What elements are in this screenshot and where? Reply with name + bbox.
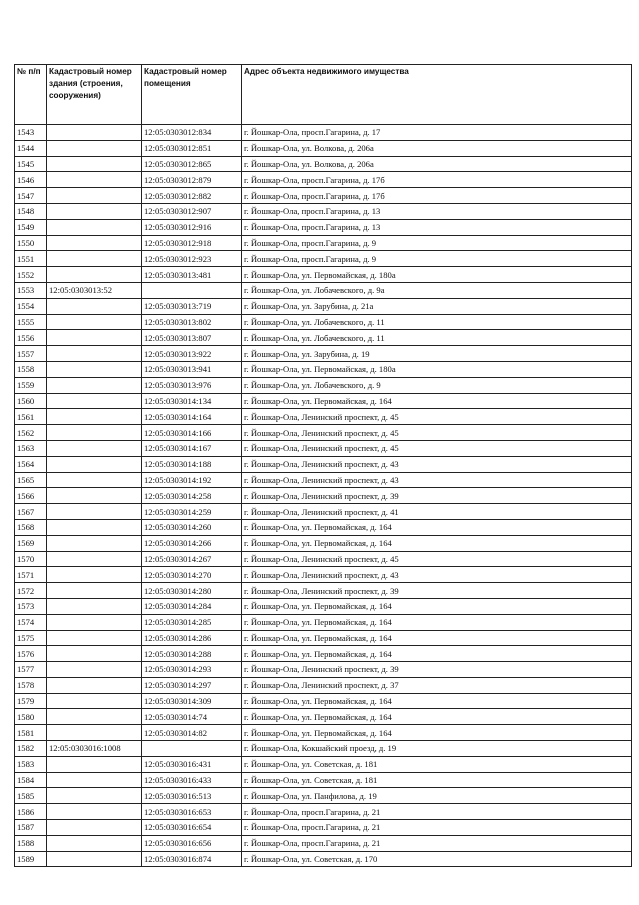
address-cell: г. Йошкар-Ола, просп.Гагарина, д. 17 <box>242 125 632 141</box>
building-cadastral-cell <box>47 314 142 330</box>
table-row <box>15 440 632 456</box>
premises-cadastral-cell: 12:05:0303014:74 <box>142 709 242 725</box>
premises-cadastral-cell: 12:05:0303014:280 <box>142 583 242 599</box>
premises-cadastral-cell: 12:05:0303012:916 <box>142 219 242 235</box>
header-building-cadastral-number: Кадастровый номер здания (строения, сооружения) <box>47 65 142 125</box>
building-cadastral-cell <box>47 409 142 425</box>
row-number-cell: 1581 <box>15 725 47 741</box>
building-cadastral-cell <box>47 772 142 788</box>
table-row <box>15 425 632 441</box>
table-row <box>15 820 632 836</box>
premises-cadastral-cell: 12:05:0303014:82 <box>142 725 242 741</box>
building-cadastral-cell <box>47 662 142 678</box>
address-cell: г. Йошкар-Ола, просп.Гагарина, д. 21 <box>242 820 632 836</box>
address-cell: г. Йошкар-Ола, ул. Первомайская, д. 180а <box>242 267 632 283</box>
row-number-cell: 1564 <box>15 456 47 472</box>
address-cell: г. Йошкар-Ола, ул. Первомайская, д. 164 <box>242 535 632 551</box>
table-row <box>15 409 632 425</box>
table-row <box>15 330 632 346</box>
table-row <box>15 298 632 314</box>
premises-cadastral-cell: 12:05:0303014:270 <box>142 567 242 583</box>
address-cell: г. Йошкар-Ола, просп.Гагарина, д. 9 <box>242 235 632 251</box>
building-cadastral-cell <box>47 188 142 204</box>
building-cadastral-cell <box>47 456 142 472</box>
row-number-cell: 1547 <box>15 188 47 204</box>
address-cell: г. Йошкар-Ола, ул. Первомайская, д. 164 <box>242 614 632 630</box>
address-cell: г. Йошкар-Ола, ул. Первомайская, д. 164 <box>242 693 632 709</box>
premises-cadastral-cell: 12:05:0303014:260 <box>142 519 242 535</box>
row-number-cell: 1548 <box>15 203 47 219</box>
building-cadastral-cell: 12:05:0303016:1008 <box>47 741 142 757</box>
building-cadastral-cell <box>47 567 142 583</box>
table-row <box>15 361 632 377</box>
premises-cadastral-cell: 12:05:0303012:882 <box>142 188 242 204</box>
address-cell: г. Йошкар-Ола, Ленинский проспект, д. 43 <box>242 456 632 472</box>
table-row <box>15 393 632 409</box>
building-cadastral-cell <box>47 298 142 314</box>
premises-cadastral-cell: 12:05:0303016:656 <box>142 835 242 851</box>
table-row <box>15 583 632 599</box>
header-premises-cadastral-number: Кадастровый номер помещения <box>142 65 242 125</box>
row-number-cell: 1561 <box>15 409 47 425</box>
header-property-address: Адрес объекта недвижимого имущества <box>242 65 632 125</box>
table-row <box>15 709 632 725</box>
address-cell: г. Йошкар-Ола, Ленинский проспект, д. 39 <box>242 488 632 504</box>
premises-cadastral-cell: 12:05:0303014:267 <box>142 551 242 567</box>
building-cadastral-cell <box>47 804 142 820</box>
row-number-cell: 1555 <box>15 314 47 330</box>
table-row <box>15 804 632 820</box>
premises-cadastral-cell: 12:05:0303014:297 <box>142 677 242 693</box>
table-row <box>15 851 632 867</box>
address-cell: г. Йошкар-Ола, Ленинский проспект, д. 45 <box>242 409 632 425</box>
building-cadastral-cell <box>47 519 142 535</box>
building-cadastral-cell <box>47 504 142 520</box>
premises-cadastral-cell: 12:05:0303014:164 <box>142 409 242 425</box>
table-row <box>15 488 632 504</box>
premises-cadastral-cell: 12:05:0303013:941 <box>142 361 242 377</box>
building-cadastral-cell <box>47 614 142 630</box>
row-number-cell: 1582 <box>15 741 47 757</box>
premises-cadastral-cell: 12:05:0303012:923 <box>142 251 242 267</box>
table-row <box>15 788 632 804</box>
premises-cadastral-cell: 12:05:0303014:259 <box>142 504 242 520</box>
premises-cadastral-cell: 12:05:0303012:907 <box>142 203 242 219</box>
building-cadastral-cell <box>47 693 142 709</box>
premises-cadastral-cell: 12:05:0303016:654 <box>142 820 242 836</box>
building-cadastral-cell <box>47 203 142 219</box>
premises-cadastral-cell: 12:05:0303013:807 <box>142 330 242 346</box>
row-number-cell: 1578 <box>15 677 47 693</box>
address-cell: г. Йошкар-Ола, ул. Первомайская, д. 164 <box>242 725 632 741</box>
row-number-cell: 1568 <box>15 519 47 535</box>
row-number-cell: 1562 <box>15 425 47 441</box>
address-cell: г. Йошкар-Ола, ул. Первомайская, д. 180а <box>242 361 632 377</box>
premises-cadastral-cell: 12:05:0303014:134 <box>142 393 242 409</box>
row-number-cell: 1549 <box>15 219 47 235</box>
row-number-cell: 1572 <box>15 583 47 599</box>
building-cadastral-cell <box>47 251 142 267</box>
row-number-cell: 1579 <box>15 693 47 709</box>
row-number-cell: 1559 <box>15 377 47 393</box>
row-number-cell: 1586 <box>15 804 47 820</box>
table-row <box>15 267 632 283</box>
row-number-cell: 1573 <box>15 598 47 614</box>
row-number-cell: 1570 <box>15 551 47 567</box>
row-number-cell: 1580 <box>15 709 47 725</box>
address-cell: г. Йошкар-Ола, ул. Лобачевского, д. 11 <box>242 330 632 346</box>
table-row <box>15 835 632 851</box>
building-cadastral-cell <box>47 677 142 693</box>
building-cadastral-cell <box>47 440 142 456</box>
building-cadastral-cell <box>47 788 142 804</box>
row-number-cell: 1551 <box>15 251 47 267</box>
table-row <box>15 251 632 267</box>
building-cadastral-cell <box>47 172 142 188</box>
table-row <box>15 519 632 535</box>
table-row <box>15 314 632 330</box>
address-cell: г. Йошкар-Ола, Ленинский проспект, д. 45 <box>242 425 632 441</box>
address-cell: г. Йошкар-Ола, ул. Первомайская, д. 164 <box>242 519 632 535</box>
building-cadastral-cell <box>47 709 142 725</box>
row-number-cell: 1567 <box>15 504 47 520</box>
table-row <box>15 219 632 235</box>
row-number-cell: 1566 <box>15 488 47 504</box>
building-cadastral-cell <box>47 393 142 409</box>
address-cell: г. Йошкар-Ола, Ленинский проспект, д. 43 <box>242 472 632 488</box>
address-cell: г. Йошкар-Ола, просп.Гагарина, д. 9 <box>242 251 632 267</box>
address-cell: г. Йошкар-Ола, просп.Гагарина, д. 21 <box>242 804 632 820</box>
address-cell: г. Йошкар-Ола, ул. Лобачевского, д. 9а <box>242 282 632 298</box>
row-number-cell: 1585 <box>15 788 47 804</box>
row-number-cell: 1584 <box>15 772 47 788</box>
premises-cadastral-cell: 12:05:0303014:192 <box>142 472 242 488</box>
address-cell: г. Йошкар-Ола, ул. Первомайская, д. 164 <box>242 598 632 614</box>
premises-cadastral-cell: 12:05:0303012:918 <box>142 235 242 251</box>
address-cell: г. Йошкар-Ола, Ленинский проспект, д. 39 <box>242 583 632 599</box>
premises-cadastral-cell: 12:05:0303013:719 <box>142 298 242 314</box>
building-cadastral-cell <box>47 235 142 251</box>
address-cell: г. Йошкар-Ола, ул. Лобачевского, д. 11 <box>242 314 632 330</box>
premises-cadastral-cell: 12:05:0303016:653 <box>142 804 242 820</box>
table-row <box>15 472 632 488</box>
address-cell: г. Йошкар-Ола, ул. Волкова, д. 206а <box>242 156 632 172</box>
premises-cadastral-cell: 12:05:0303016:874 <box>142 851 242 867</box>
address-cell: г. Йошкар-Ола, ул. Первомайская, д. 164 <box>242 393 632 409</box>
table-row <box>15 614 632 630</box>
address-cell: г. Йошкар-Ола, просп.Гагарина, д. 13 <box>242 219 632 235</box>
address-cell: г. Йошкар-Ола, Ленинский проспект, д. 39 <box>242 662 632 678</box>
row-number-cell: 1583 <box>15 756 47 772</box>
row-number-cell: 1576 <box>15 646 47 662</box>
building-cadastral-cell <box>47 330 142 346</box>
row-number-cell: 1552 <box>15 267 47 283</box>
premises-cadastral-cell: 12:05:0303014:266 <box>142 535 242 551</box>
address-cell: г. Йошкар-Ола, ул. Зарубина, д. 21а <box>242 298 632 314</box>
table-row <box>15 535 632 551</box>
building-cadastral-cell <box>47 598 142 614</box>
table-row <box>15 282 632 298</box>
table-row <box>15 156 632 172</box>
address-cell: г. Йошкар-Ола, ул. Советская, д. 181 <box>242 756 632 772</box>
row-number-cell: 1546 <box>15 172 47 188</box>
row-number-cell: 1556 <box>15 330 47 346</box>
table-row <box>15 346 632 362</box>
address-cell: г. Йошкар-Ола, просп.Гагарина, д. 17б <box>242 172 632 188</box>
premises-cadastral-cell: 12:05:0303016:513 <box>142 788 242 804</box>
building-cadastral-cell <box>47 551 142 567</box>
address-cell: г. Йошкар-Ола, ул. Зарубина, д. 19 <box>242 346 632 362</box>
address-cell: г. Йошкар-Ола, ул. Советская, д. 181 <box>242 772 632 788</box>
table-row <box>15 140 632 156</box>
row-number-cell: 1563 <box>15 440 47 456</box>
row-number-cell: 1587 <box>15 820 47 836</box>
address-cell: г. Йошкар-Ола, просп.Гагарина, д. 21 <box>242 835 632 851</box>
building-cadastral-cell <box>47 156 142 172</box>
building-cadastral-cell <box>47 835 142 851</box>
address-cell: г. Йошкар-Ола, ул. Лобачевского, д. 9 <box>242 377 632 393</box>
row-number-cell: 1577 <box>15 662 47 678</box>
address-cell: г. Йошкар-Ола, ул. Панфилова, д. 19 <box>242 788 632 804</box>
address-cell: г. Йошкар-Ола, просп.Гагарина, д. 13 <box>242 203 632 219</box>
premises-cadastral-cell: 12:05:0303014:288 <box>142 646 242 662</box>
table-row <box>15 551 632 567</box>
table-header-row <box>15 65 632 125</box>
table-row <box>15 377 632 393</box>
premises-cadastral-cell: 12:05:0303013:976 <box>142 377 242 393</box>
table-row <box>15 756 632 772</box>
building-cadastral-cell <box>47 488 142 504</box>
building-cadastral-cell <box>47 630 142 646</box>
row-number-cell: 1569 <box>15 535 47 551</box>
row-number-cell: 1571 <box>15 567 47 583</box>
address-cell: г. Йошкар-Ола, Ленинский проспект, д. 41 <box>242 504 632 520</box>
address-cell: г. Йошкар-Ола, Ленинский проспект, д. 37 <box>242 677 632 693</box>
table-row <box>15 203 632 219</box>
building-cadastral-cell <box>47 535 142 551</box>
premises-cadastral-cell: 12:05:0303014:309 <box>142 693 242 709</box>
address-cell: г. Йошкар-Ола, просп.Гагарина, д. 17б <box>242 188 632 204</box>
table-row <box>15 646 632 662</box>
premises-cadastral-cell <box>142 282 242 298</box>
building-cadastral-cell <box>47 267 142 283</box>
building-cadastral-cell <box>47 851 142 867</box>
building-cadastral-cell <box>47 219 142 235</box>
table-row <box>15 456 632 472</box>
table-row <box>15 741 632 757</box>
premises-cadastral-cell: 12:05:0303014:286 <box>142 630 242 646</box>
premises-cadastral-cell: 12:05:0303014:166 <box>142 425 242 441</box>
row-number-cell: 1550 <box>15 235 47 251</box>
table-row <box>15 235 632 251</box>
table-row <box>15 598 632 614</box>
table-row <box>15 504 632 520</box>
address-cell: г. Йошкар-Ола, ул. Первомайская, д. 164 <box>242 646 632 662</box>
property-register-table <box>14 64 632 867</box>
address-cell: г. Йошкар-Ола, ул. Первомайская, д. 164 <box>242 630 632 646</box>
premises-cadastral-cell: 12:05:0303014:188 <box>142 456 242 472</box>
address-cell: г. Йошкар-Ола, Ленинский проспект, д. 45 <box>242 551 632 567</box>
building-cadastral-cell <box>47 756 142 772</box>
building-cadastral-cell <box>47 377 142 393</box>
premises-cadastral-cell: 12:05:0303014:293 <box>142 662 242 678</box>
building-cadastral-cell: 12:05:0303013:52 <box>47 282 142 298</box>
row-number-cell: 1553 <box>15 282 47 298</box>
row-number-cell: 1589 <box>15 851 47 867</box>
table-row <box>15 662 632 678</box>
premises-cadastral-cell: 12:05:0303014:258 <box>142 488 242 504</box>
building-cadastral-cell <box>47 472 142 488</box>
premises-cadastral-cell: 12:05:0303014:285 <box>142 614 242 630</box>
address-cell: г. Йошкар-Ола, ул. Волкова, д. 206а <box>242 140 632 156</box>
building-cadastral-cell <box>47 583 142 599</box>
premises-cadastral-cell: 12:05:0303013:802 <box>142 314 242 330</box>
address-cell: г. Йошкар-Ола, Ленинский проспект, д. 45 <box>242 440 632 456</box>
header-row-number: № п/п <box>15 65 47 125</box>
table-row <box>15 677 632 693</box>
building-cadastral-cell <box>47 425 142 441</box>
premises-cadastral-cell: 12:05:0303012:865 <box>142 156 242 172</box>
building-cadastral-cell <box>47 646 142 662</box>
row-number-cell: 1543 <box>15 125 47 141</box>
table-row <box>15 630 632 646</box>
premises-cadastral-cell: 12:05:0303016:431 <box>142 756 242 772</box>
table-row <box>15 725 632 741</box>
address-cell: г. Йошкар-Ола, ул. Первомайская, д. 164 <box>242 709 632 725</box>
table-row <box>15 172 632 188</box>
premises-cadastral-cell: 12:05:0303013:481 <box>142 267 242 283</box>
row-number-cell: 1565 <box>15 472 47 488</box>
premises-cadastral-cell: 12:05:0303012:879 <box>142 172 242 188</box>
row-number-cell: 1554 <box>15 298 47 314</box>
table-row <box>15 693 632 709</box>
table-row <box>15 567 632 583</box>
premises-cadastral-cell: 12:05:0303016:433 <box>142 772 242 788</box>
building-cadastral-cell <box>47 125 142 141</box>
table-body <box>15 125 632 867</box>
address-cell: г. Йошкар-Ола, Ленинский проспект, д. 43 <box>242 567 632 583</box>
building-cadastral-cell <box>47 140 142 156</box>
row-number-cell: 1558 <box>15 361 47 377</box>
premises-cadastral-cell: 12:05:0303014:284 <box>142 598 242 614</box>
address-cell: г. Йошкар-Ола, ул. Советская, д. 170 <box>242 851 632 867</box>
building-cadastral-cell <box>47 725 142 741</box>
row-number-cell: 1574 <box>15 614 47 630</box>
premises-cadastral-cell: 12:05:0303012:834 <box>142 125 242 141</box>
building-cadastral-cell <box>47 346 142 362</box>
table-row <box>15 188 632 204</box>
premises-cadastral-cell: 12:05:0303014:167 <box>142 440 242 456</box>
address-cell: г. Йошкар-Ола, Кокшайский проезд, д. 19 <box>242 741 632 757</box>
table-row <box>15 772 632 788</box>
row-number-cell: 1560 <box>15 393 47 409</box>
premises-cadastral-cell <box>142 741 242 757</box>
building-cadastral-cell <box>47 361 142 377</box>
row-number-cell: 1545 <box>15 156 47 172</box>
row-number-cell: 1557 <box>15 346 47 362</box>
row-number-cell: 1575 <box>15 630 47 646</box>
row-number-cell: 1588 <box>15 835 47 851</box>
building-cadastral-cell <box>47 820 142 836</box>
premises-cadastral-cell: 12:05:0303013:922 <box>142 346 242 362</box>
table-row <box>15 125 632 141</box>
premises-cadastral-cell: 12:05:0303012:851 <box>142 140 242 156</box>
row-number-cell: 1544 <box>15 140 47 156</box>
